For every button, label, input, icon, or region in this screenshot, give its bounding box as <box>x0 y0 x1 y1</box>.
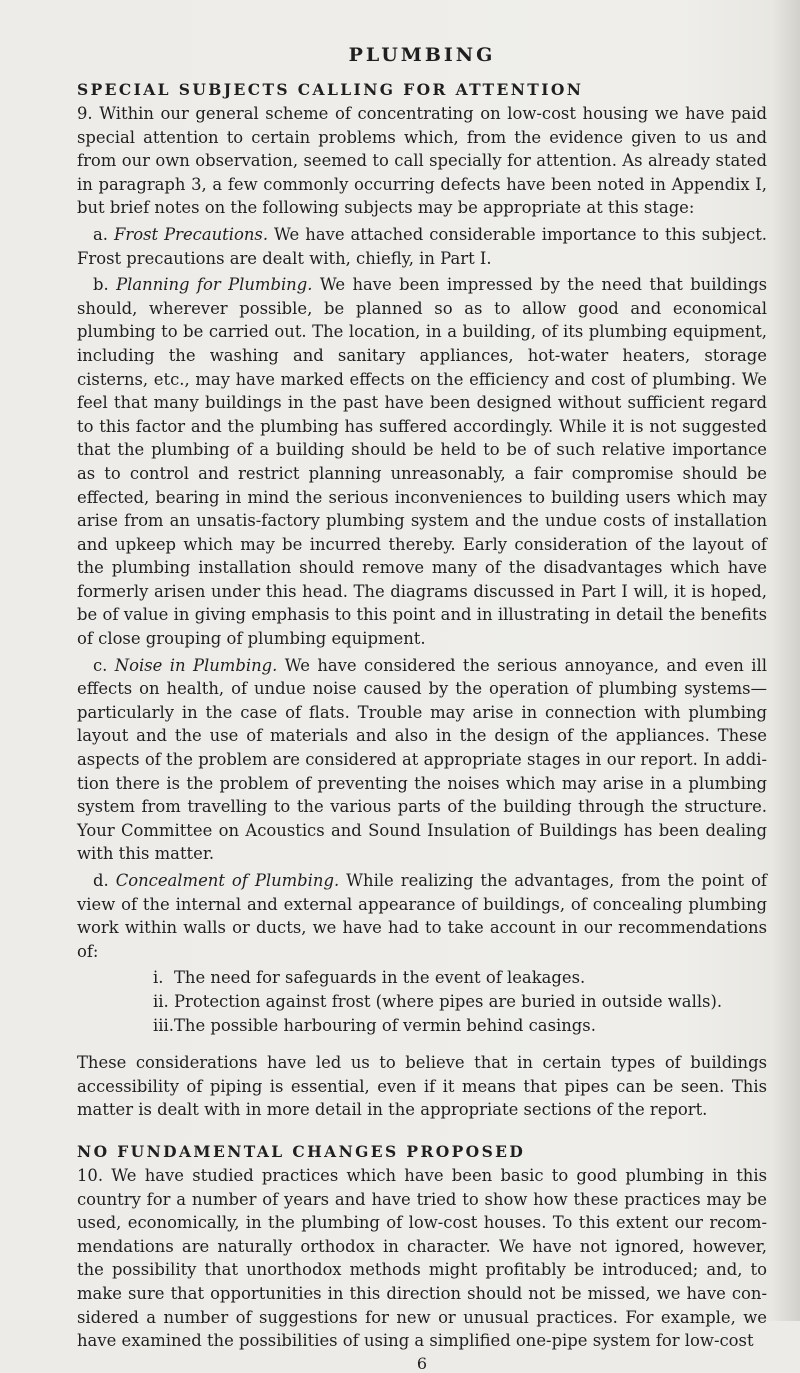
subsection-c-title: Noise in Plumbing. <box>114 655 278 675</box>
running-head: PLUMBING <box>348 44 496 66</box>
subsection-d-text: While realizing the advantages, from the point of view of the internal and external appearance of buildings, of concealing plumbing work within walls or ducts, we have had to take account in our recommendations of: <box>77 871 767 961</box>
subsection-b <box>77 273 767 651</box>
list-item: iii.The possible harbouring of vermin behind casings. <box>153 1015 596 1035</box>
subsection-c-label: c. <box>93 655 108 675</box>
subsection-d-label: d. <box>93 871 109 890</box>
paragraph-10: 10. We have studied practices which have been basic to good plumbing in this country for a number of years and have tried to show how these practices may be used, economically, in the plumbing of low-cost houses. To this extent our recom-mendations are naturally orthodox in character. We have not ignored, however, the possibility that unorthodox methods might profitably be introduced; and, to make sure that opportunities in this direction should not be missed, we have con-sidered a number of suggestions for new or unusual practices. For example, we have examined the possibilities of using a simplified one-pipe system for low-cost <box>77 1165 767 1351</box>
subsection-d <box>77 869 767 963</box>
list-item: i. The need for safeguards in the event of leakages. <box>153 968 586 988</box>
closing-paragraph: These considerations have led us to believe that in certain types of buildings accessibility of piping is essential, even if it means that pipes can be seen. This matter is dealt with in more detail in the appropriate sections of the report. <box>77 1053 767 1120</box>
subsection-b-text: We have been impressed by the need that buildings should, wherever possible, be planned so as to allow good and economical plumbing to be carried out. The location, in a building, of its plumbing equipment, including the washing and sanitary appliances, hot-water heaters, storage cisterns, etc., may have marked effects on the efficiency and cost of plumbing. We feel that many buildings in the past have been designed without sufficient regard to this factor and the plumbing has suffered accordingly. While it is not suggested that the plumbing of a building should be held to be of such relative importance as to control and restrict planning unreasonably, a fair compromise should be effected, bearing in mind the serious inconveniences to building users which may arise from an unsatis-factory plumbing system and the undue costs of installation and upkeep which may be incurred thereby. Early consideration of the layout of the plumbing installation should remove many of the disadvantages which have formerly arisen under this head. The diagrams discussed in Part I will, it is hoped, be of value in giving emphasis to this point and in illustrating in detail the benefits of close grouping of plumbing equipment. <box>77 275 767 649</box>
page-number: 6 <box>416 1353 428 1373</box>
subsection-a-text: We have attached considerable importance to this subject. Frost precautions are dealt with, chiefly, in Part I. <box>77 224 767 268</box>
subsection-a-label: a. <box>93 224 108 244</box>
subsection-b-label: b. <box>93 275 109 295</box>
subsection-b-title: Planning for Plumbing. <box>116 275 313 295</box>
subsection-a <box>77 223 767 270</box>
subsection-d-title: Concealment of Plumbing. <box>115 871 340 890</box>
subsection-a-title: Frost Precautions. <box>114 224 269 244</box>
page-content <box>77 44 767 1373</box>
subsection-c <box>77 654 767 866</box>
list-item: ii. Protection against frost (where pipes are buried in outside walls). <box>153 991 723 1011</box>
concealment-list <box>153 966 767 1037</box>
subsection-c-text: We have considered the serious annoyance, and even ill effects on health, of undue noise caused by the operation of plumbing systems— particularly in the case of flats. Trouble may arise in connection with plumbing layout and the use of materials and also in the design of the appliances. These aspects of the problem are considered at appropriate stages in our report. In addi-tion there is the problem of preventing the noises which may arise in a plumbing system from travelling to the various parts of the building through the structure. Your Committee on Acoustics and Sound Insulation of Buildings has been dealing with this matter. <box>77 655 767 864</box>
paragraph-9: 9. Within our general scheme of concentrating on low-cost housing we have paid special attention to certain problems which, from the evidence given to us and from our own observation, seemed to call specially for attention. As already stated in paragraph 3, a few commonly occurring defects have been noted in Appendix I, but brief notes on the following subjects may be appropriate at this stage: <box>77 104 767 218</box>
section-heading-special-subjects: SPECIAL SUBJECTS CALLING FOR ATTENTION <box>77 80 584 99</box>
section-heading-no-fundamental-changes: NO FUNDAMENTAL CHANGES PROPOSED <box>77 1141 526 1161</box>
page-edge-shadow <box>772 0 800 1321</box>
